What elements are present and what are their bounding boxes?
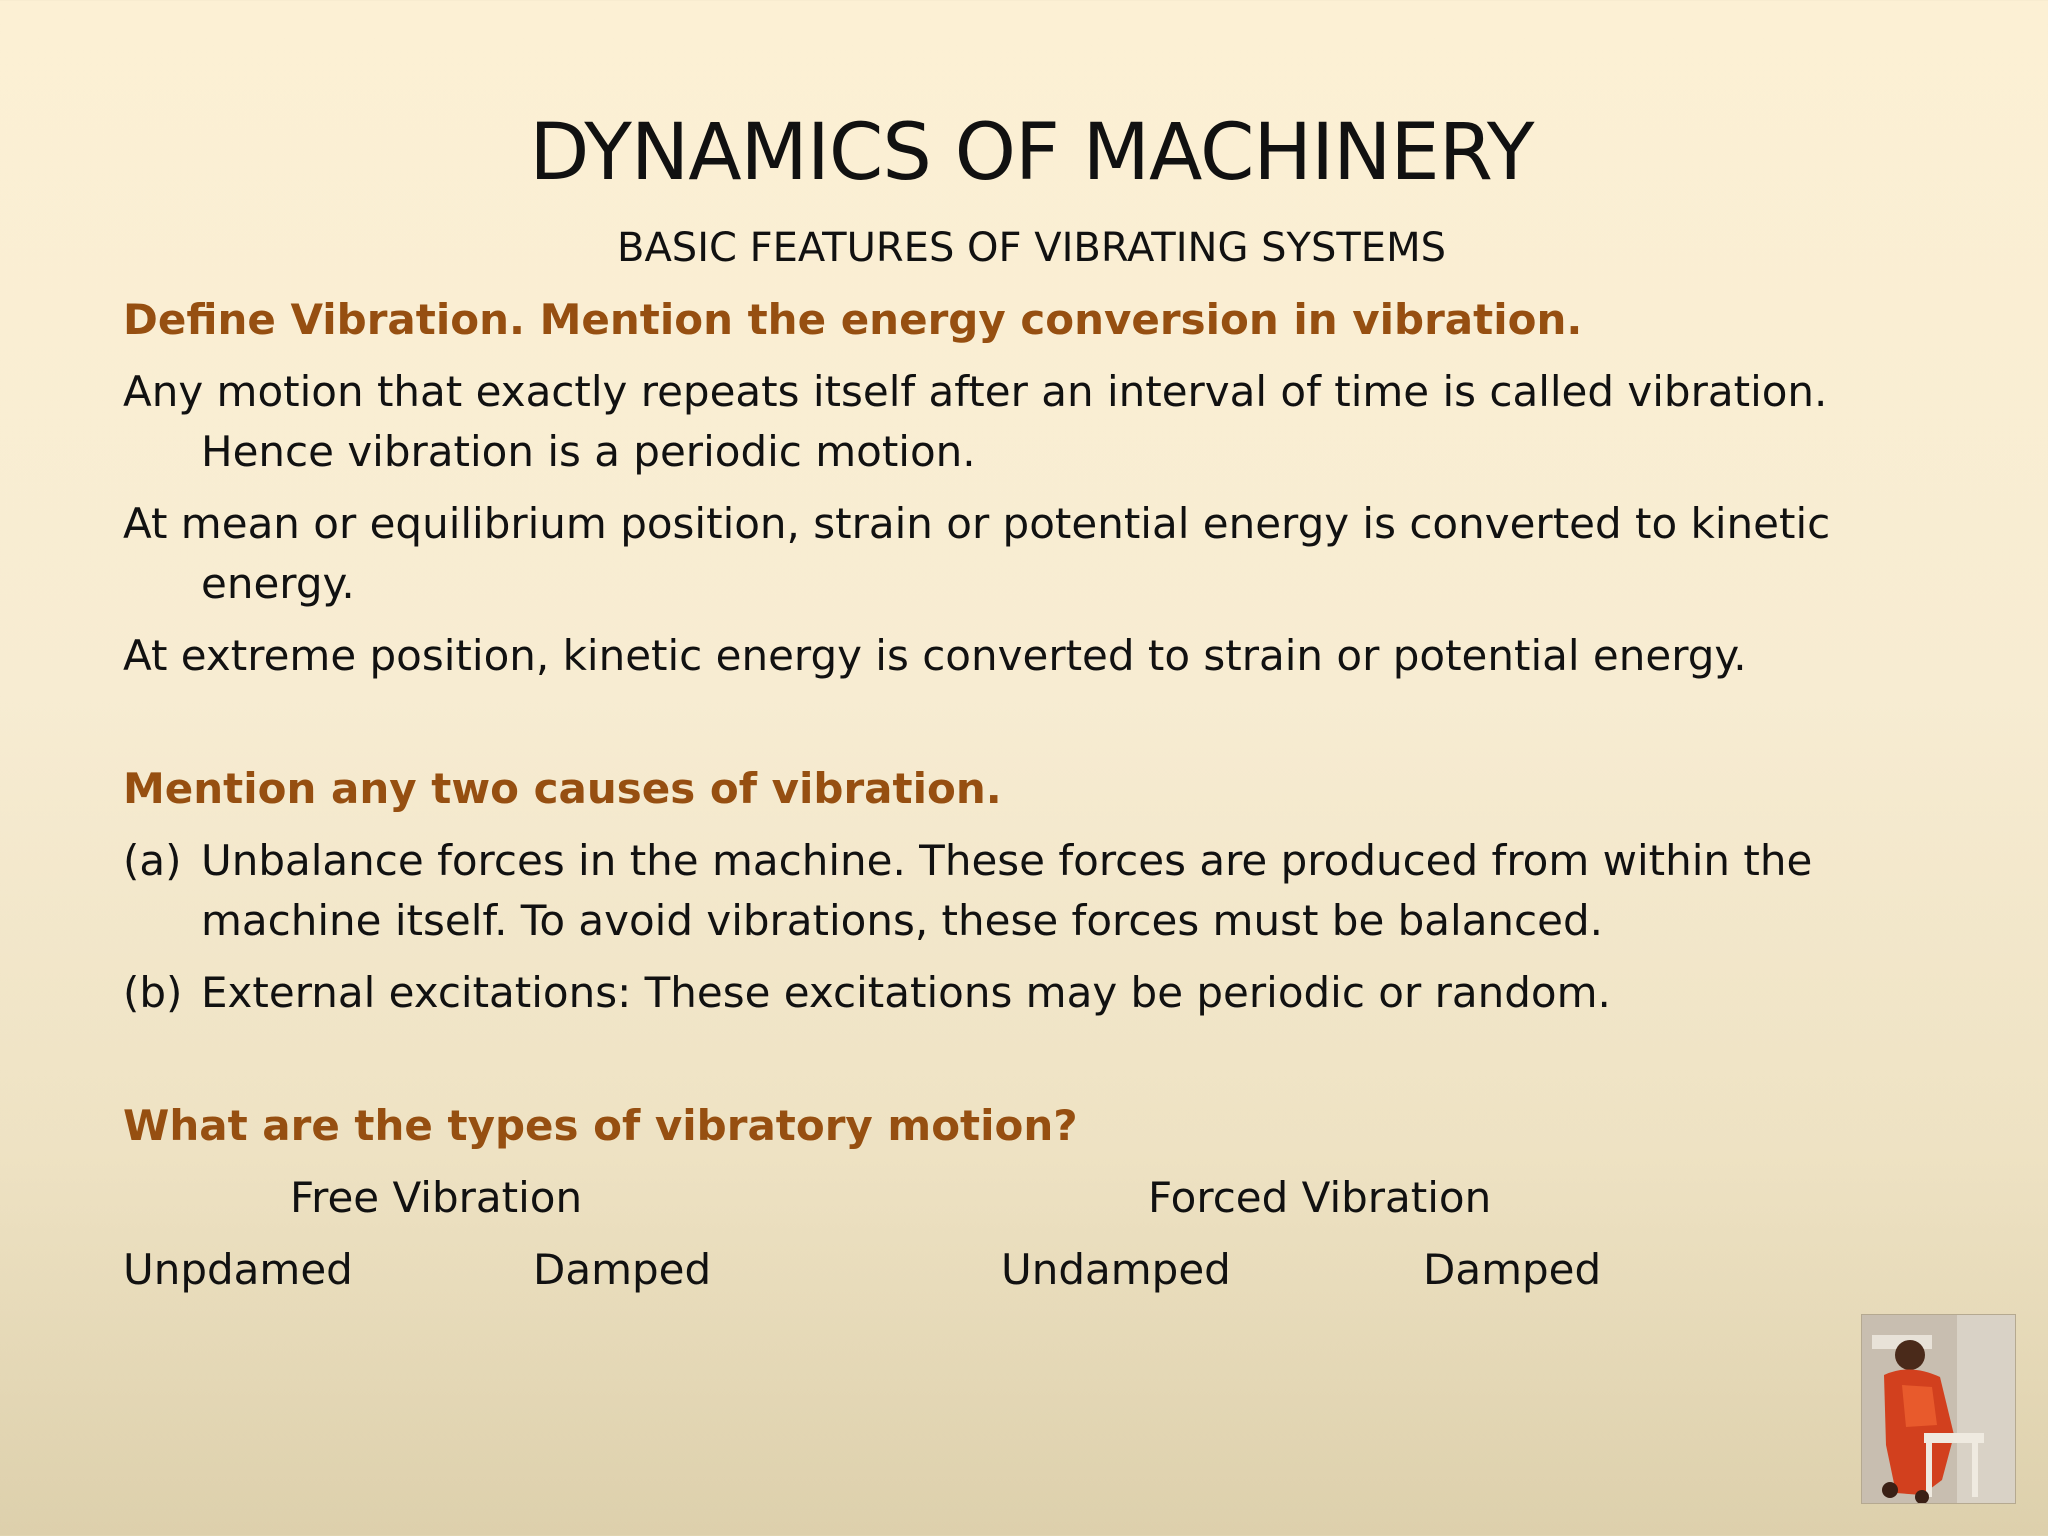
forced-damped-label: Damped	[1423, 1245, 1602, 1294]
free-undamped-label: Unpdamed	[123, 1245, 353, 1294]
photo-thumbnail-icon	[1862, 1315, 2015, 1503]
vibration-types-row	[123, 1168, 1883, 1228]
extreme-position-paragraph: At extreme position, kinetic energy is converted to strain or potential energy.	[123, 631, 1747, 680]
list-item-text: Unbalance forces in the machine. These forces are produced from within the machine itself. To avoid vibrations, these forces must be balanced.	[201, 836, 1813, 945]
list-item	[123, 831, 1883, 951]
free-vibration-label: Free Vibration	[290, 1173, 583, 1222]
list-item	[123, 963, 1883, 1023]
list-marker: (b)	[123, 968, 183, 1017]
list-item-text: External excitations: These excitations may be periodic or random.	[201, 968, 1611, 1017]
slide-title: DYNAMICS OF MACHINERY	[529, 108, 1534, 198]
mean-position-paragraph: At mean or equilibrium position, strain or potential energy is converted to kinetic energy.	[123, 499, 1831, 608]
slide-subtitle: BASIC FEATURES OF VIBRATING SYSTEMS	[617, 225, 1446, 271]
vibration-subtypes-row	[123, 1240, 1883, 1300]
section-heading-causes: Mention any two causes of vibration.	[123, 764, 1002, 813]
free-damped-label: Damped	[533, 1245, 712, 1294]
section-heading-define-vibration: Define Vibration. Mention the energy conversion in vibration.	[123, 295, 1583, 344]
definition-paragraph: Any motion that exactly repeats itself after an interval of time is called vibration. Hence vibration is a periodic motion.	[123, 367, 1828, 476]
forced-undamped-label: Undamped	[1001, 1245, 1231, 1294]
list-marker: (a)	[123, 836, 182, 885]
section-heading-types: What are the types of vibratory motion?	[123, 1101, 1078, 1150]
slide-content	[123, 290, 1883, 1300]
photo-thumbnail	[1861, 1314, 2016, 1504]
forced-vibration-label: Forced Vibration	[1148, 1173, 1492, 1222]
